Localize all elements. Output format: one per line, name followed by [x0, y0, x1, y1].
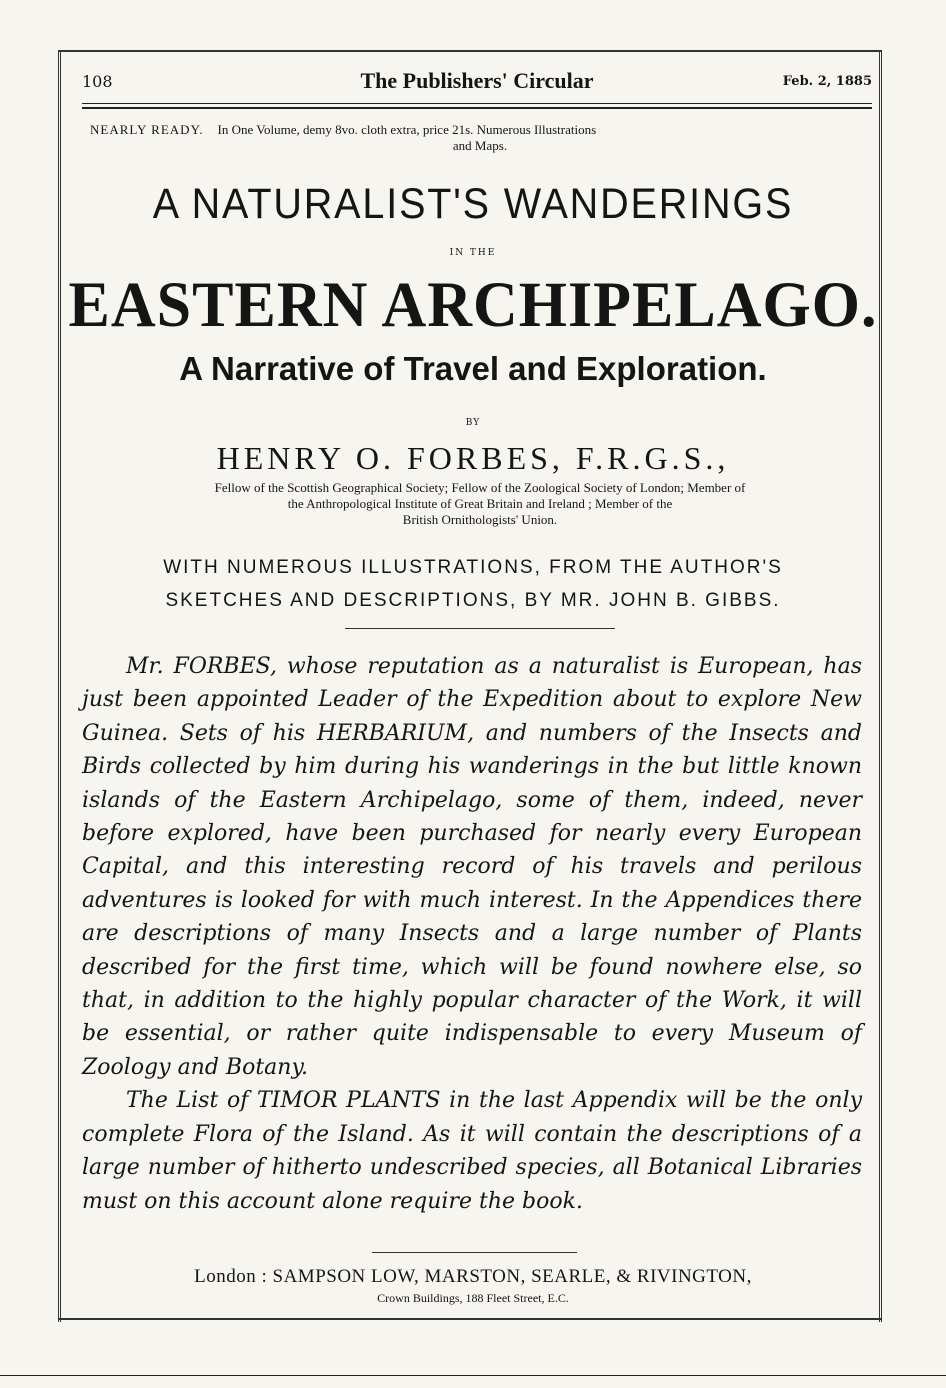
book-title-line-1: A NATURALIST'S WANDERINGS: [152, 180, 794, 228]
by-label: BY: [465, 418, 481, 428]
publisher-line: London : SAMPSON LOW, MARSTON, SEARLE, & RIVINGTON,: [194, 1266, 752, 1287]
section-divider: [345, 628, 615, 629]
credentials-line-2: the Anthropological Institute of Great Britain and Ireland ; Member of the: [287, 496, 673, 511]
description-body: [82, 650, 862, 1218]
scan-bottom-rule: [0, 1375, 946, 1376]
header-rule-thick: [82, 107, 872, 109]
book-title-in-the: IN THE: [449, 248, 497, 258]
notice-line-1: In One Volume, demy 8vo. cloth extra, price 21s. Numerous Illustrations: [217, 122, 597, 137]
page-number: 108: [82, 72, 113, 91]
book-title-line-2: EASTERN ARCHIPELAGO.: [68, 269, 878, 341]
header-rule: [82, 103, 872, 104]
description-paragraph-1: Mr. FORBES, whose reputation as a naturalist is European, has just been appointed Leader of the Expedition about to explore New Guinea. Sets of his HERBARIUM, and numbers of the Insects and Birds collected by him during his wanderings in the but little known islands of the Eastern Archipelago, some of them, indeed, never before explored, have been purchased for nearly every European Capital, and this interesting record of his travels and perilous adventures is looked for with much interest. In the Appendices there are descriptions of many Insects and a large number of Plants described for the first time, which will be found nowhere else, so that, in addition to the highly popular character of the Work, it will be essential, or rather quite indispensable to every Museum of Zoology and Botany.: [82, 654, 862, 1080]
illustrations-line-1: WITH NUMEROUS ILLUSTRATIONS, FROM THE AUTHOR'S: [163, 557, 783, 578]
description-paragraph-2: The List of TIMOR PLANTS in the last Appendix will be the only complete Flora of the Island. As it will contain the descriptions of a large number of hitherto undescribed species, all Botanical Libraries must on this account alone require the book.: [82, 1088, 862, 1214]
publication-notice: [90, 122, 870, 154]
issue-date: Feb. 2, 1885: [782, 74, 872, 89]
nearly-ready-label: NEARLY READY.: [90, 122, 204, 137]
journal-title: The Publishers' Circular: [360, 68, 594, 93]
bottom-border: [58, 1318, 882, 1320]
notice-line-2: and Maps.: [452, 138, 508, 153]
author-name: HENRY O. FORBES, F.R.G.S.,: [216, 440, 730, 476]
credentials-line-1: Fellow of the Scottish Geographical Society; Fellow of the Zoological Society of London; Member of: [214, 480, 746, 495]
author-credentials: [88, 480, 872, 528]
page-header: [82, 68, 872, 98]
book-subtitle: A Narrative of Travel and Exploration.: [179, 350, 767, 387]
body-divider: [372, 1252, 577, 1253]
publisher-address: Crown Buildings, 188 Fleet Street, E.C.: [377, 1291, 569, 1305]
credentials-line-3: British Ornithologists' Union.: [402, 512, 558, 527]
illustrations-line-2: SKETCHES AND DESCRIPTIONS, BY MR. JOHN B. GIBBS.: [165, 590, 781, 611]
